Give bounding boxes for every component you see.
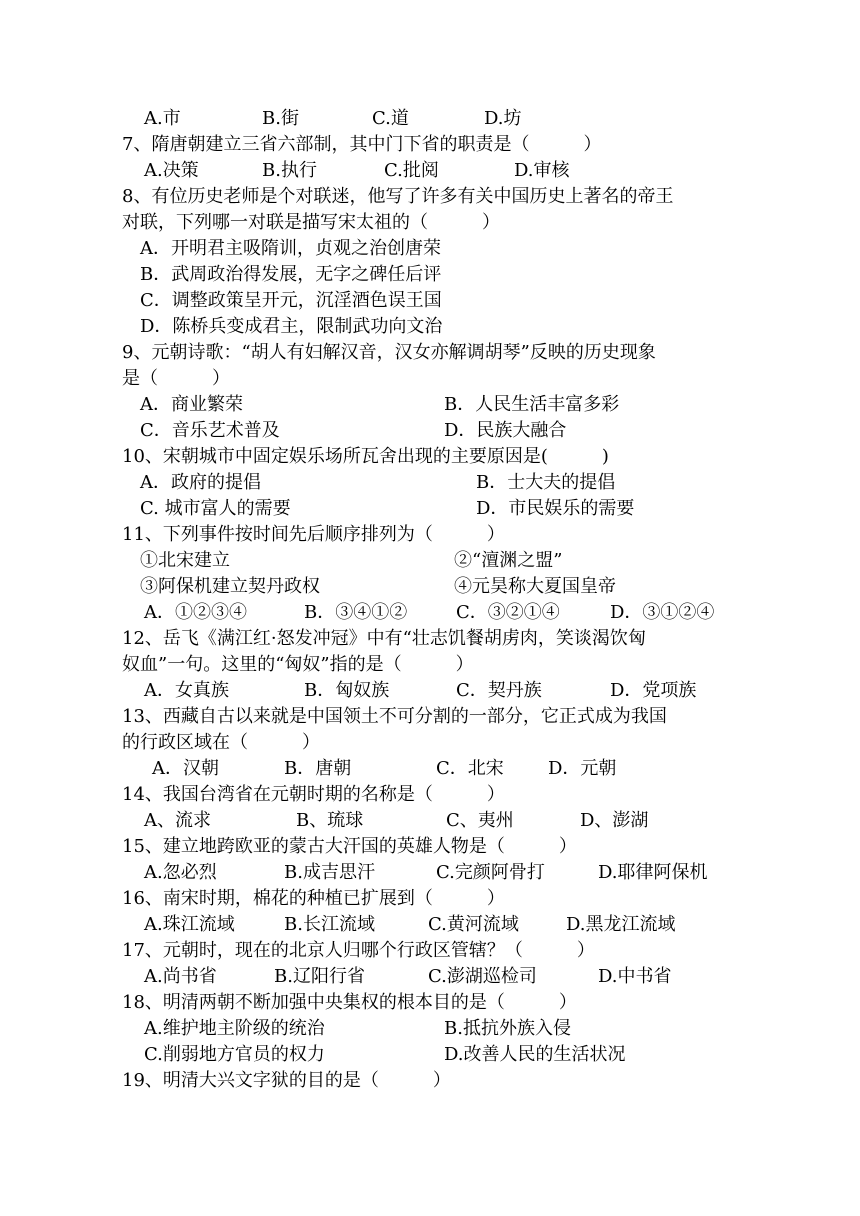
option-c: C.批阅 [384, 160, 439, 181]
option-c: C．北宋 [436, 758, 504, 779]
option-b: B.执行 [262, 160, 317, 181]
option-c: C．调整政策呈开元，沉淫酒色误王国 [140, 290, 442, 311]
event-3: ③阿保机建立契丹政权 [140, 576, 320, 597]
option-a: A.珠江流域 [144, 914, 235, 935]
option-a: A．女真族 [144, 680, 229, 701]
question-16-stem: 16、南宋时期，棉花的种植已扩展到（ ） [122, 888, 505, 909]
event-1: ①北宋建立 [140, 550, 230, 571]
event-2: ②“澶渊之盟” [454, 550, 563, 571]
option-d: D.黑龙江流域 [566, 914, 676, 935]
question-8-stem-line-2: 对联，下列哪一对联是描写宋太祖的（ ） [122, 212, 500, 233]
option-d: D.审核 [514, 160, 570, 181]
question-15-stem: 15、建立地跨欧亚的蒙古大汗国的英雄人物是（ ） [122, 836, 577, 857]
option-b: B、琉球 [296, 810, 364, 831]
question-8-stem-line-1: 8、有位历史老师是个对联迷，他写了许多有关中国历史上著名的帝王 [122, 186, 674, 207]
option-a: A.维护地主阶级的统治 [144, 1018, 325, 1039]
option-a: A．汉朝 [152, 758, 219, 779]
question-10-stem: 10、宋朝城市中固定娱乐场所瓦舍出现的主要原因是( ) [122, 446, 609, 467]
question-9-stem-line-2: 是（ ） [122, 368, 230, 389]
option-d: D.中书省 [598, 966, 672, 987]
question-7-stem: 7、隋唐朝建立三省六部制，其中门下省的职责是（ ） [122, 134, 602, 155]
option-b: B．③④①② [304, 602, 408, 623]
option-d: D.耶律阿保机 [598, 862, 708, 883]
option-a: A.市 [144, 108, 181, 129]
option-c: C．音乐艺术普及 [140, 420, 280, 441]
option-d: D．元朝 [548, 758, 617, 779]
option-c: C．契丹族 [456, 680, 542, 701]
option-a: A.忽必烈 [144, 862, 217, 883]
question-18-stem: 18、明清两朝不断加强中央集权的根本目的是（ ） [122, 992, 577, 1013]
question-11-stem: 11、下列事件按时间先后顺序排列为（ ） [122, 524, 505, 545]
question-19-stem: 19、明清大兴文字狱的目的是（ ） [122, 1070, 451, 1091]
question-13-stem-line-1: 13、西藏自古以来就是中国领土不可分割的一部分，它正式成为我国 [122, 706, 667, 727]
option-c: C.道 [372, 108, 409, 129]
option-b: B．士大夫的提倡 [476, 472, 616, 493]
option-d: D．民族大融合 [444, 420, 567, 441]
option-d: D、澎湖 [580, 810, 649, 831]
option-d: D.改善人民的生活状况 [444, 1044, 626, 1065]
option-c: C.澎湖巡检司 [428, 966, 537, 987]
option-c: C.削弱地方官员的权力 [144, 1044, 325, 1065]
option-a: A．政府的提倡 [140, 472, 261, 493]
option-c: C.黄河流域 [428, 914, 519, 935]
option-d: D．市民娱乐的需要 [476, 498, 635, 519]
option-b: B．唐朝 [284, 758, 352, 779]
question-9-stem-line-1: 9、元朝诗歌：“胡人有妇解汉音，汉女亦解调胡琴”反映的历史现象 [122, 342, 656, 363]
option-b: B.长江流域 [284, 914, 375, 935]
option-d: D．③①②④ [610, 602, 715, 623]
option-d: D．党项族 [610, 680, 697, 701]
option-d: D．陈桥兵变成君主，限制武功向文治 [140, 316, 443, 337]
option-d: D.坊 [484, 108, 522, 129]
question-14-stem: 14、我国台湾省在元朝时期的名称是（ ） [122, 784, 505, 805]
option-b: B．武周政治得发展，无字之碑任后评 [140, 264, 442, 285]
question-12-stem-line-2: 奴血”一句。这里的“匈奴”指的是（ ） [122, 654, 474, 675]
option-a: A．商业繁荣 [140, 394, 243, 415]
option-b: B.抵抗外族入侵 [444, 1018, 571, 1039]
option-b: B.辽阳行省 [274, 966, 365, 987]
option-b: B．人民生活丰富多彩 [444, 394, 620, 415]
option-a: A、流求 [144, 810, 211, 831]
option-c: C. 城市富人的需要 [140, 498, 291, 519]
option-a: A.尚书省 [144, 966, 217, 987]
option-b: B．匈奴族 [304, 680, 390, 701]
option-c: C、夷州 [446, 810, 514, 831]
question-12-stem-line-1: 12、岳飞《满江红·怒发冲冠》中有“壮志饥餐胡虏肉，笑谈渴饮匈 [122, 628, 646, 649]
option-a: A.决策 [144, 160, 199, 181]
event-4: ④元昊称大夏国皇帝 [454, 576, 616, 597]
option-a: A．开明君主吸隋训，贞观之治创唐荣 [140, 238, 441, 259]
option-a: A．①②③④ [144, 602, 247, 623]
option-b: B.街 [262, 108, 299, 129]
option-c: C．③②①④ [456, 602, 560, 623]
option-c: C.完颜阿骨打 [436, 862, 545, 883]
option-b: B.成吉思汗 [284, 862, 375, 883]
question-13-stem-line-2: 的行政区域在（ ） [122, 732, 320, 753]
question-17-stem: 17、元朝时，现在的北京人归哪个行政区管辖？（ ） [122, 940, 595, 961]
